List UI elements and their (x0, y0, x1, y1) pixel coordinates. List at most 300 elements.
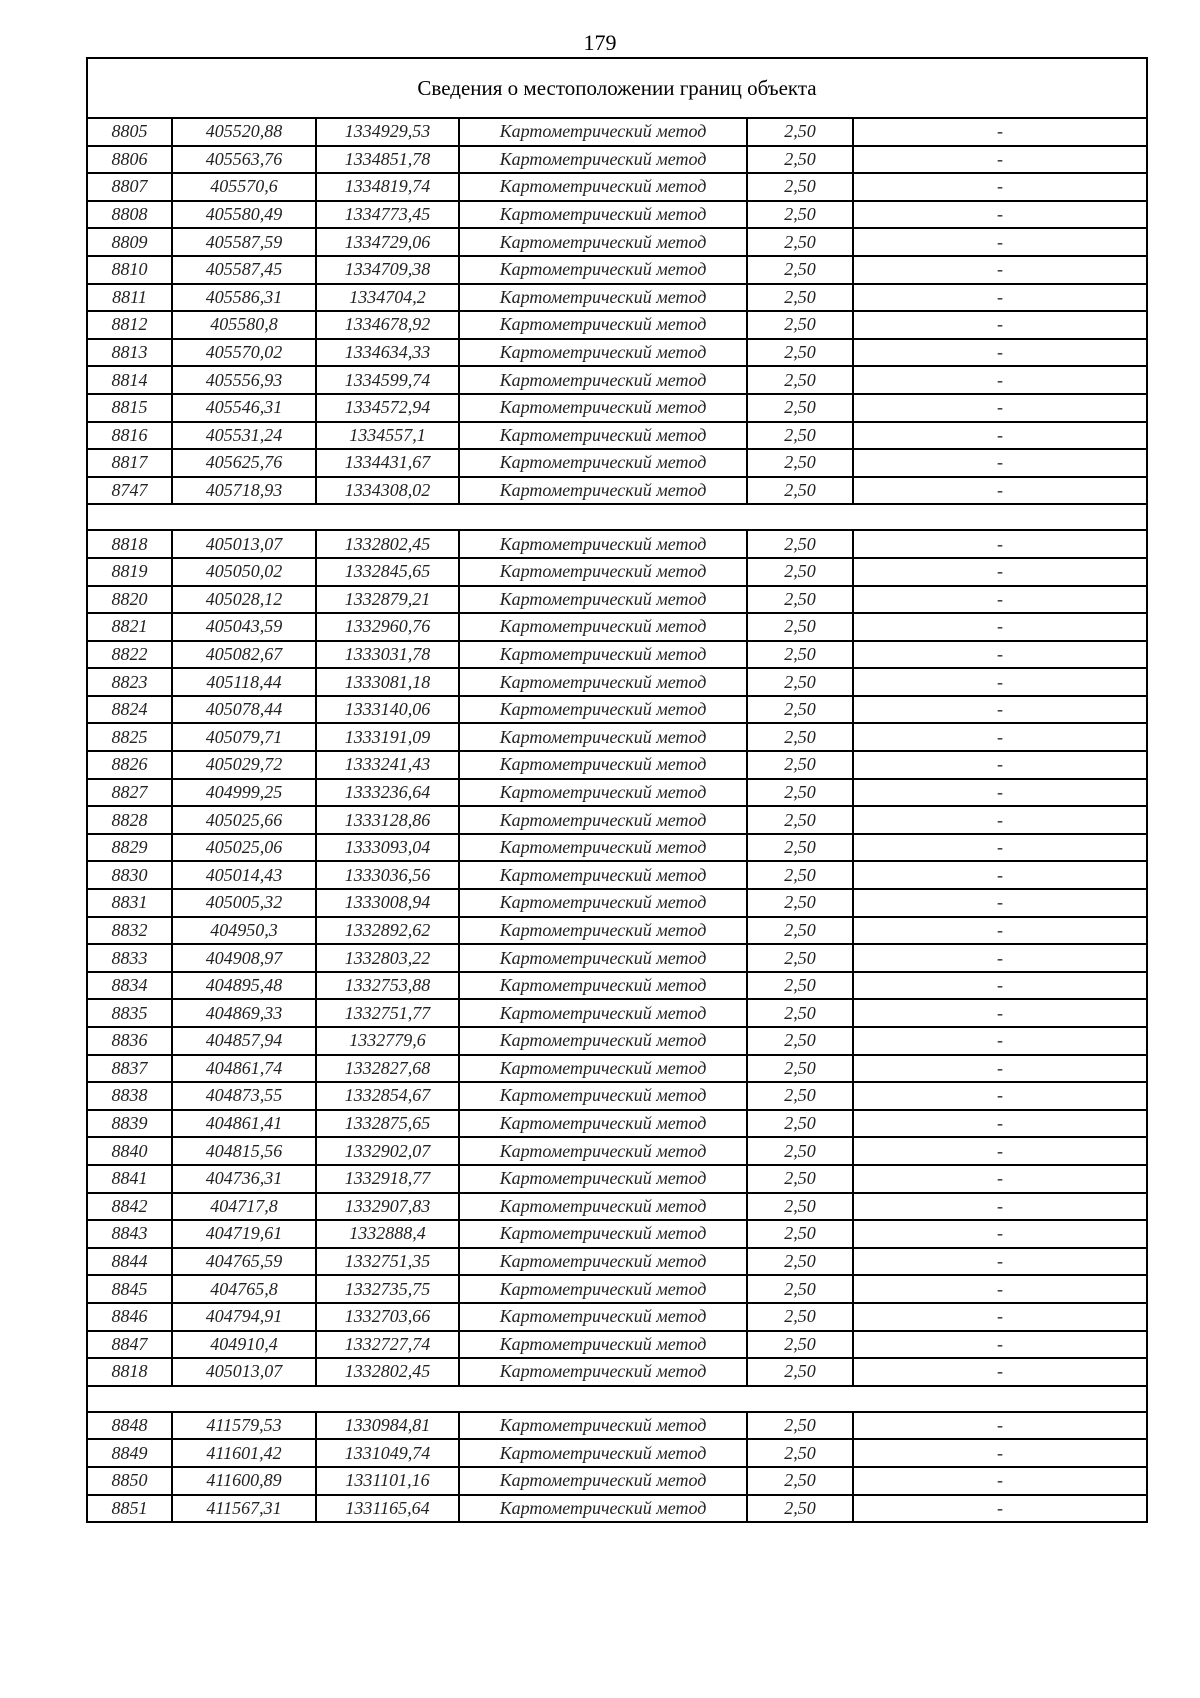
table-row (87, 1193, 1147, 1221)
method-cell: Картометрический метод (459, 668, 747, 696)
x-coordinate-cell: 405587,59 (172, 228, 316, 256)
accuracy-cell: 2,50 (747, 1165, 853, 1193)
y-coordinate-cell: 1333236,64 (316, 779, 459, 807)
x-coordinate-cell: 404765,8 (172, 1275, 316, 1303)
x-coordinate-cell: 405005,32 (172, 889, 316, 917)
contour-separator-cell (87, 1386, 1147, 1412)
table-row (87, 668, 1147, 696)
point-number-cell: 8814 (87, 366, 172, 394)
method-cell: Картометрический метод (459, 228, 747, 256)
table-row (87, 118, 1147, 146)
y-coordinate-cell: 1332803,22 (316, 944, 459, 972)
point-number-cell: 8820 (87, 586, 172, 614)
accuracy-cell: 2,50 (747, 999, 853, 1027)
method-cell: Картометрический метод (459, 696, 747, 724)
table-row (87, 530, 1147, 558)
method-cell: Картометрический метод (459, 751, 747, 779)
table-row (87, 834, 1147, 862)
description-cell: - (853, 558, 1147, 586)
table-row (87, 751, 1147, 779)
y-coordinate-cell: 1334308,02 (316, 477, 459, 505)
method-cell: Картометрический метод (459, 449, 747, 477)
table-title: Сведения о местоположении границ объекта (87, 58, 1147, 118)
table-row (87, 972, 1147, 1000)
y-coordinate-cell: 1332751,35 (316, 1248, 459, 1276)
x-coordinate-cell: 405570,6 (172, 173, 316, 201)
method-cell: Картометрический метод (459, 339, 747, 367)
accuracy-cell: 2,50 (747, 449, 853, 477)
method-cell: Картометрический метод (459, 311, 747, 339)
method-cell: Картометрический метод (459, 1027, 747, 1055)
point-number-cell: 8846 (87, 1303, 172, 1331)
point-number-cell: 8834 (87, 972, 172, 1000)
x-coordinate-cell: 405531,24 (172, 422, 316, 450)
y-coordinate-cell: 1332907,83 (316, 1193, 459, 1221)
method-cell: Картометрический метод (459, 917, 747, 945)
method-cell: Картометрический метод (459, 1193, 747, 1221)
x-coordinate-cell: 404719,61 (172, 1220, 316, 1248)
description-cell: - (853, 1412, 1147, 1440)
table-row (87, 861, 1147, 889)
table-row (87, 1137, 1147, 1165)
point-number-cell: 8823 (87, 668, 172, 696)
accuracy-cell: 2,50 (747, 1495, 853, 1523)
method-cell: Картометрический метод (459, 834, 747, 862)
method-cell: Картометрический метод (459, 118, 747, 146)
x-coordinate-cell: 405718,93 (172, 477, 316, 505)
x-coordinate-cell: 405586,31 (172, 284, 316, 312)
point-number-cell: 8838 (87, 1082, 172, 1110)
y-coordinate-cell: 1334929,53 (316, 118, 459, 146)
method-cell: Картометрический метод (459, 1165, 747, 1193)
y-coordinate-cell: 1332875,65 (316, 1110, 459, 1138)
point-number-cell: 8808 (87, 201, 172, 229)
point-number-cell: 8811 (87, 284, 172, 312)
accuracy-cell: 2,50 (747, 944, 853, 972)
table-row (87, 201, 1147, 229)
table-row (87, 284, 1147, 312)
method-cell: Картометрический метод (459, 723, 747, 751)
description-cell: - (853, 1495, 1147, 1523)
y-coordinate-cell: 1332960,76 (316, 613, 459, 641)
table-row (87, 146, 1147, 174)
y-coordinate-cell: 1333140,06 (316, 696, 459, 724)
accuracy-cell: 2,50 (747, 311, 853, 339)
point-number-cell: 8836 (87, 1027, 172, 1055)
y-coordinate-cell: 1333036,56 (316, 861, 459, 889)
point-number-cell: 8818 (87, 530, 172, 558)
method-cell: Картометрический метод (459, 1439, 747, 1467)
method-cell: Картометрический метод (459, 146, 747, 174)
table-row (87, 806, 1147, 834)
description-cell: - (853, 1275, 1147, 1303)
method-cell: Картометрический метод (459, 806, 747, 834)
point-number-cell: 8840 (87, 1137, 172, 1165)
method-cell: Картометрический метод (459, 613, 747, 641)
x-coordinate-cell: 404950,3 (172, 917, 316, 945)
point-number-cell: 8850 (87, 1467, 172, 1495)
description-cell: - (853, 1082, 1147, 1110)
x-coordinate-cell: 404999,25 (172, 779, 316, 807)
accuracy-cell: 2,50 (747, 1439, 853, 1467)
point-number-cell: 8839 (87, 1110, 172, 1138)
table-row (87, 256, 1147, 284)
table-row (87, 1220, 1147, 1248)
y-coordinate-cell: 1334819,74 (316, 173, 459, 201)
accuracy-cell: 2,50 (747, 1412, 853, 1440)
method-cell: Картометрический метод (459, 1303, 747, 1331)
accuracy-cell: 2,50 (747, 1110, 853, 1138)
accuracy-cell: 2,50 (747, 530, 853, 558)
description-cell: - (853, 146, 1147, 174)
x-coordinate-cell: 405580,8 (172, 311, 316, 339)
method-cell: Картометрический метод (459, 1467, 747, 1495)
point-number-cell: 8833 (87, 944, 172, 972)
point-number-cell: 8837 (87, 1055, 172, 1083)
table-row (87, 1439, 1147, 1467)
description-cell: - (853, 1055, 1147, 1083)
method-cell: Картометрический метод (459, 586, 747, 614)
accuracy-cell: 2,50 (747, 1220, 853, 1248)
description-cell: - (853, 477, 1147, 505)
method-cell: Картометрический метод (459, 366, 747, 394)
table-row (87, 1110, 1147, 1138)
accuracy-cell: 2,50 (747, 1331, 853, 1359)
contour-separator-row (87, 504, 1147, 530)
accuracy-cell: 2,50 (747, 668, 853, 696)
method-cell: Картометрический метод (459, 889, 747, 917)
point-number-cell: 8818 (87, 1358, 172, 1386)
description-cell: - (853, 1027, 1147, 1055)
x-coordinate-cell: 405563,76 (172, 146, 316, 174)
point-number-cell: 8812 (87, 311, 172, 339)
point-number-cell: 8827 (87, 779, 172, 807)
description-cell: - (853, 394, 1147, 422)
description-cell: - (853, 1248, 1147, 1276)
x-coordinate-cell: 404895,48 (172, 972, 316, 1000)
accuracy-cell: 2,50 (747, 146, 853, 174)
x-coordinate-cell: 405079,71 (172, 723, 316, 751)
y-coordinate-cell: 1332892,62 (316, 917, 459, 945)
table-row (87, 1027, 1147, 1055)
point-number-cell: 8831 (87, 889, 172, 917)
method-cell: Картометрический метод (459, 1137, 747, 1165)
method-cell: Картометрический метод (459, 394, 747, 422)
description-cell: - (853, 118, 1147, 146)
table-row (87, 1165, 1147, 1193)
table-row (87, 1358, 1147, 1386)
y-coordinate-cell: 1332751,77 (316, 999, 459, 1027)
description-cell: - (853, 1331, 1147, 1359)
x-coordinate-cell: 405082,67 (172, 641, 316, 669)
accuracy-cell: 2,50 (747, 1055, 853, 1083)
table-row (87, 586, 1147, 614)
method-cell: Картометрический метод (459, 201, 747, 229)
x-coordinate-cell: 404794,91 (172, 1303, 316, 1331)
y-coordinate-cell: 1334678,92 (316, 311, 459, 339)
accuracy-cell: 2,50 (747, 1137, 853, 1165)
description-cell: - (853, 1137, 1147, 1165)
table-row (87, 477, 1147, 505)
method-cell: Картометрический метод (459, 1110, 747, 1138)
description-cell: - (853, 311, 1147, 339)
accuracy-cell: 2,50 (747, 1303, 853, 1331)
method-cell: Картометрический метод (459, 1275, 747, 1303)
y-coordinate-cell: 1334851,78 (316, 146, 459, 174)
accuracy-cell: 2,50 (747, 256, 853, 284)
point-number-cell: 8822 (87, 641, 172, 669)
description-cell: - (853, 530, 1147, 558)
y-coordinate-cell: 1334634,33 (316, 339, 459, 367)
table-row (87, 449, 1147, 477)
x-coordinate-cell: 404815,56 (172, 1137, 316, 1165)
description-cell: - (853, 1110, 1147, 1138)
accuracy-cell: 2,50 (747, 1082, 853, 1110)
x-coordinate-cell: 405025,06 (172, 834, 316, 862)
table-row (87, 999, 1147, 1027)
x-coordinate-cell: 405556,93 (172, 366, 316, 394)
description-cell: - (853, 999, 1147, 1027)
x-coordinate-cell: 404857,94 (172, 1027, 316, 1055)
y-coordinate-cell: 1332779,6 (316, 1027, 459, 1055)
table-row (87, 944, 1147, 972)
y-coordinate-cell: 1334431,67 (316, 449, 459, 477)
y-coordinate-cell: 1332727,74 (316, 1331, 459, 1359)
y-coordinate-cell: 1332703,66 (316, 1303, 459, 1331)
table-row (87, 366, 1147, 394)
method-cell: Картометрический метод (459, 1358, 747, 1386)
accuracy-cell: 2,50 (747, 1467, 853, 1495)
accuracy-cell: 2,50 (747, 1275, 853, 1303)
x-coordinate-cell: 405580,49 (172, 201, 316, 229)
accuracy-cell: 2,50 (747, 118, 853, 146)
point-number-cell: 8810 (87, 256, 172, 284)
x-coordinate-cell: 405078,44 (172, 696, 316, 724)
description-cell: - (853, 1165, 1147, 1193)
table-row (87, 1303, 1147, 1331)
x-coordinate-cell: 405520,88 (172, 118, 316, 146)
method-cell: Картометрический метод (459, 477, 747, 505)
point-number-cell: 8809 (87, 228, 172, 256)
point-number-cell: 8829 (87, 834, 172, 862)
x-coordinate-cell: 405013,07 (172, 530, 316, 558)
y-coordinate-cell: 1332735,75 (316, 1275, 459, 1303)
description-cell: - (853, 613, 1147, 641)
y-coordinate-cell: 1333128,86 (316, 806, 459, 834)
accuracy-cell: 2,50 (747, 751, 853, 779)
table-row (87, 889, 1147, 917)
accuracy-cell: 2,50 (747, 1358, 853, 1386)
x-coordinate-cell: 411601,42 (172, 1439, 316, 1467)
y-coordinate-cell: 1334599,74 (316, 366, 459, 394)
description-cell: - (853, 889, 1147, 917)
method-cell: Картометрический метод (459, 1495, 747, 1523)
point-number-cell: 8830 (87, 861, 172, 889)
description-cell: - (853, 723, 1147, 751)
y-coordinate-cell: 1334709,38 (316, 256, 459, 284)
accuracy-cell: 2,50 (747, 972, 853, 1000)
description-cell: - (853, 228, 1147, 256)
x-coordinate-cell: 404908,97 (172, 944, 316, 972)
accuracy-cell: 2,50 (747, 806, 853, 834)
x-coordinate-cell: 405625,76 (172, 449, 316, 477)
y-coordinate-cell: 1331165,64 (316, 1495, 459, 1523)
y-coordinate-cell: 1331049,74 (316, 1439, 459, 1467)
point-number-cell: 8821 (87, 613, 172, 641)
description-cell: - (853, 422, 1147, 450)
description-cell: - (853, 1439, 1147, 1467)
point-number-cell: 8832 (87, 917, 172, 945)
accuracy-cell: 2,50 (747, 889, 853, 917)
description-cell: - (853, 339, 1147, 367)
description-cell: - (853, 449, 1147, 477)
accuracy-cell: 2,50 (747, 284, 853, 312)
table-row (87, 1055, 1147, 1083)
description-cell: - (853, 696, 1147, 724)
description-cell: - (853, 284, 1147, 312)
table-row (87, 1412, 1147, 1440)
x-coordinate-cell: 405014,43 (172, 861, 316, 889)
x-coordinate-cell: 405587,45 (172, 256, 316, 284)
method-cell: Картометрический метод (459, 530, 747, 558)
x-coordinate-cell: 405029,72 (172, 751, 316, 779)
method-cell: Картометрический метод (459, 1055, 747, 1083)
accuracy-cell: 2,50 (747, 861, 853, 889)
table-row (87, 917, 1147, 945)
x-coordinate-cell: 405043,59 (172, 613, 316, 641)
method-cell: Картометрический метод (459, 1331, 747, 1359)
y-coordinate-cell: 1333191,09 (316, 723, 459, 751)
point-number-cell: 8844 (87, 1248, 172, 1276)
point-number-cell: 8851 (87, 1495, 172, 1523)
table-row (87, 339, 1147, 367)
y-coordinate-cell: 1332802,45 (316, 530, 459, 558)
x-coordinate-cell: 411567,31 (172, 1495, 316, 1523)
table-row (87, 1331, 1147, 1359)
y-coordinate-cell: 1332845,65 (316, 558, 459, 586)
point-number-cell: 8849 (87, 1439, 172, 1467)
table-row (87, 613, 1147, 641)
table-row (87, 1467, 1147, 1495)
x-coordinate-cell: 405025,66 (172, 806, 316, 834)
y-coordinate-cell: 1334704,2 (316, 284, 459, 312)
point-number-cell: 8815 (87, 394, 172, 422)
accuracy-cell: 2,50 (747, 394, 853, 422)
accuracy-cell: 2,50 (747, 917, 853, 945)
point-number-cell: 8825 (87, 723, 172, 751)
table-row (87, 641, 1147, 669)
point-number-cell: 8843 (87, 1220, 172, 1248)
x-coordinate-cell: 405570,02 (172, 339, 316, 367)
description-cell: - (853, 668, 1147, 696)
accuracy-cell: 2,50 (747, 1027, 853, 1055)
description-cell: - (853, 917, 1147, 945)
description-cell: - (853, 779, 1147, 807)
method-cell: Картометрический метод (459, 641, 747, 669)
point-number-cell: 8826 (87, 751, 172, 779)
accuracy-cell: 2,50 (747, 779, 853, 807)
x-coordinate-cell: 405050,02 (172, 558, 316, 586)
method-cell: Картометрический метод (459, 972, 747, 1000)
table-row (87, 779, 1147, 807)
x-coordinate-cell: 404736,31 (172, 1165, 316, 1193)
table-row (87, 1275, 1147, 1303)
point-number-cell: 8828 (87, 806, 172, 834)
y-coordinate-cell: 1332827,68 (316, 1055, 459, 1083)
point-number-cell: 8813 (87, 339, 172, 367)
accuracy-cell: 2,50 (747, 339, 853, 367)
x-coordinate-cell: 405028,12 (172, 586, 316, 614)
description-cell: - (853, 751, 1147, 779)
accuracy-cell: 2,50 (747, 834, 853, 862)
description-cell: - (853, 1358, 1147, 1386)
contour-separator-cell (87, 504, 1147, 530)
x-coordinate-cell: 411600,89 (172, 1467, 316, 1495)
point-number-cell: 8845 (87, 1275, 172, 1303)
accuracy-cell: 2,50 (747, 201, 853, 229)
y-coordinate-cell: 1332888,4 (316, 1220, 459, 1248)
method-cell: Картометрический метод (459, 173, 747, 201)
method-cell: Картометрический метод (459, 1220, 747, 1248)
method-cell: Картометрический метод (459, 779, 747, 807)
y-coordinate-cell: 1334557,1 (316, 422, 459, 450)
method-cell: Картометрический метод (459, 1248, 747, 1276)
x-coordinate-cell: 404869,33 (172, 999, 316, 1027)
y-coordinate-cell: 1332753,88 (316, 972, 459, 1000)
x-coordinate-cell: 404873,55 (172, 1082, 316, 1110)
table-row (87, 422, 1147, 450)
table-row (87, 558, 1147, 586)
x-coordinate-cell: 405546,31 (172, 394, 316, 422)
point-number-cell: 8806 (87, 146, 172, 174)
x-coordinate-cell: 404717,8 (172, 1193, 316, 1221)
accuracy-cell: 2,50 (747, 586, 853, 614)
method-cell: Картометрический метод (459, 999, 747, 1027)
y-coordinate-cell: 1332854,67 (316, 1082, 459, 1110)
accuracy-cell: 2,50 (747, 173, 853, 201)
point-number-cell: 8807 (87, 173, 172, 201)
point-number-cell: 8841 (87, 1165, 172, 1193)
description-cell: - (853, 972, 1147, 1000)
method-cell: Картометрический метод (459, 861, 747, 889)
table-row (87, 1248, 1147, 1276)
table-row (87, 228, 1147, 256)
point-number-cell: 8835 (87, 999, 172, 1027)
description-cell: - (853, 201, 1147, 229)
point-number-cell: 8747 (87, 477, 172, 505)
accuracy-cell: 2,50 (747, 723, 853, 751)
method-cell: Картометрический метод (459, 422, 747, 450)
description-cell: - (853, 1220, 1147, 1248)
page-number: 179 (583, 30, 617, 55)
method-cell: Картометрический метод (459, 944, 747, 972)
accuracy-cell: 2,50 (747, 477, 853, 505)
accuracy-cell: 2,50 (747, 613, 853, 641)
description-cell: - (853, 1193, 1147, 1221)
x-coordinate-cell: 405118,44 (172, 668, 316, 696)
x-coordinate-cell: 405013,07 (172, 1358, 316, 1386)
point-number-cell: 8816 (87, 422, 172, 450)
x-coordinate-cell: 404910,4 (172, 1331, 316, 1359)
y-coordinate-cell: 1333031,78 (316, 641, 459, 669)
description-cell: - (853, 173, 1147, 201)
y-coordinate-cell: 1333241,43 (316, 751, 459, 779)
description-cell: - (853, 641, 1147, 669)
description-cell: - (853, 1467, 1147, 1495)
y-coordinate-cell: 1332879,21 (316, 586, 459, 614)
method-cell: Картометрический метод (459, 284, 747, 312)
point-number-cell: 8805 (87, 118, 172, 146)
